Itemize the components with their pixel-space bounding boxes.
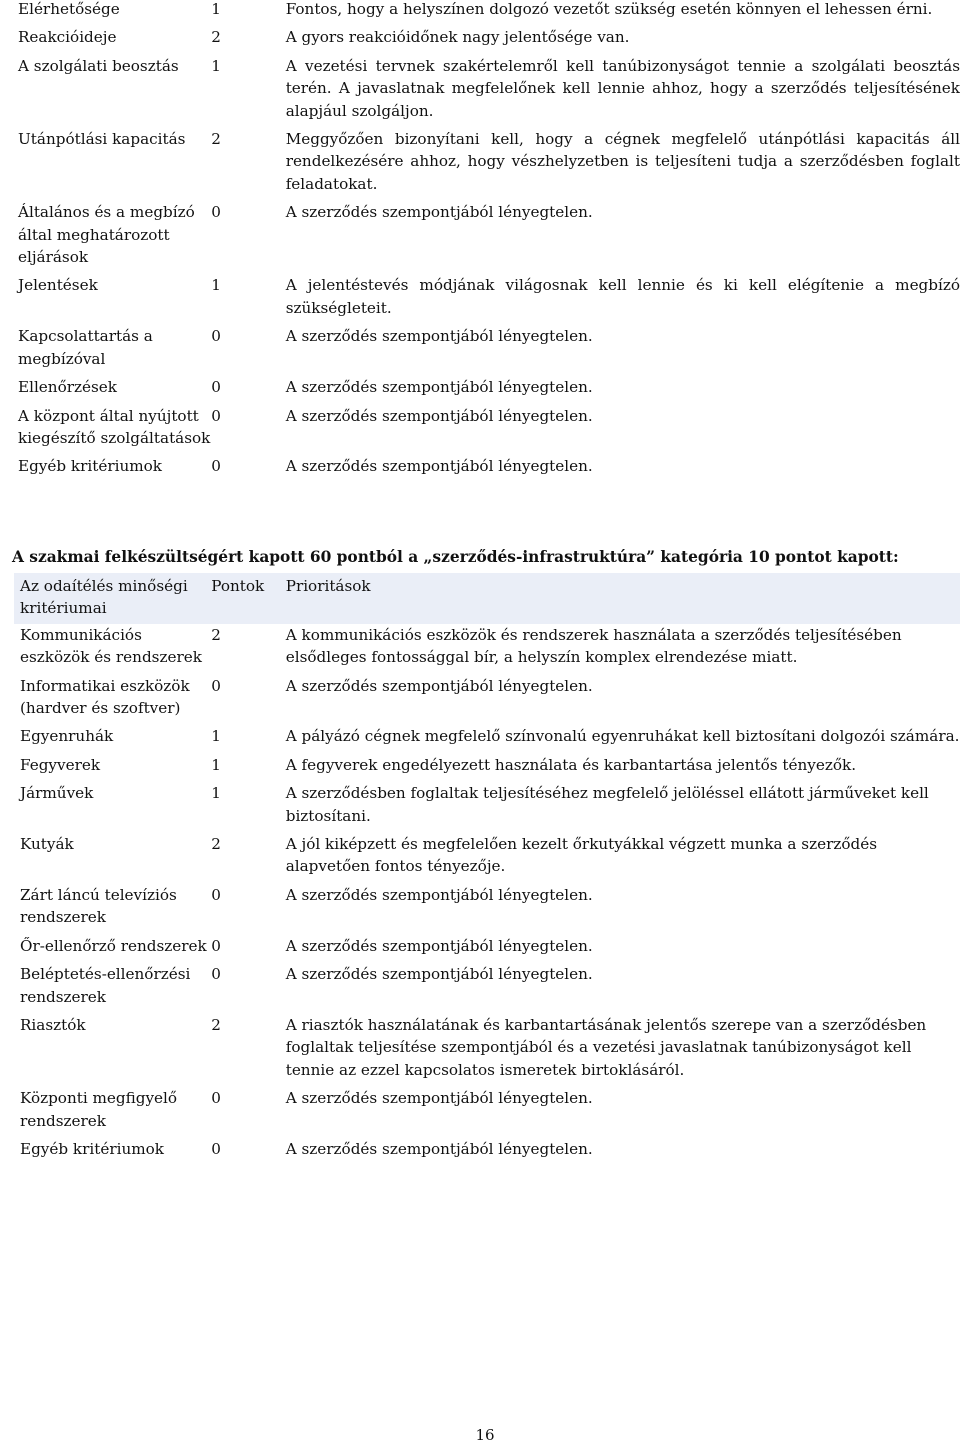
table-row <box>14 1138 960 1166</box>
table-row <box>18 455 960 483</box>
table-row <box>18 55 960 128</box>
criterion-cell: A szolgálati beosztás <box>18 56 179 75</box>
points-cell: 2 <box>211 835 221 854</box>
criterion-cell: Jelentések <box>18 276 98 295</box>
table-row <box>18 26 960 54</box>
criterion-cell: Kutyák <box>20 835 74 854</box>
points-cell: 0 <box>211 457 221 476</box>
priority-cell: A szerződés szempontjából lényegtelen. <box>285 1089 593 1108</box>
points-cell: 1 <box>211 56 221 75</box>
table-row <box>18 128 960 201</box>
criterion-cell: Utánpótlási kapacitás <box>18 130 186 149</box>
table-row <box>14 754 960 782</box>
points-cell: 0 <box>211 406 221 425</box>
criterion-cell: Kapcsolattartás a megbízóval <box>18 327 153 368</box>
table-row <box>14 1087 960 1138</box>
priority-cell: Meggyőzően bizonyítani kell, hogy a cégnek megfelelő utánpótlási kapacitás áll rendelkezésére ahhoz, hogy vészhelyzetben is teljesíteni tudja a szerződésben foglalt feladatokat. <box>285 130 960 193</box>
points-cell: 1 <box>211 727 221 746</box>
criterion-cell: Ellenőrzések <box>18 378 117 397</box>
priority-cell: A szerződés szempontjából lényegtelen. <box>285 406 593 425</box>
points-cell: 0 <box>211 965 221 984</box>
priority-cell: Fontos, hogy a helyszínen dolgozó vezetőt szükség esetén könnyen el lehessen érni. <box>285 0 933 18</box>
priority-cell: A pályázó cégnek megfelelő színvonalú egyenruhákat kell biztosítani dolgozói számára. <box>285 727 960 746</box>
priority-cell: A szerződés szempontjából lényegtelen. <box>285 936 593 955</box>
priority-cell: A szerződés szempontjából lényegtelen. <box>285 203 593 222</box>
table-row <box>14 675 960 726</box>
priority-cell: A szerződés szempontjából lényegtelen. <box>285 1139 593 1158</box>
priority-cell: A szerződésben foglaltak teljesítéséhez megfelelő jelöléssel ellátott járműveket kell biztosítani. <box>285 784 929 825</box>
criteria-table-2 <box>14 573 960 1166</box>
points-cell: 1 <box>211 755 221 774</box>
points-cell: 1 <box>211 0 221 18</box>
criterion-cell: Kommunikációs eszközök és rendszerek <box>20 625 202 667</box>
table-row <box>18 376 960 404</box>
table-header-row <box>14 573 960 624</box>
table-row <box>18 201 960 274</box>
header-priority: Prioritások <box>286 573 960 624</box>
section-heading: A szakmai felkészültségért kapott 60 pontból a „szerződés-infrastruktúra” kategória 10 pontot kapott: <box>12 548 899 566</box>
points-cell: 2 <box>211 1015 221 1034</box>
table-row <box>14 1014 960 1087</box>
table-row <box>14 725 960 753</box>
table-row <box>18 274 960 325</box>
priority-cell: A szerződés szempontjából lényegtelen. <box>285 965 593 984</box>
points-cell: 0 <box>211 1139 221 1158</box>
criterion-cell: Reakcióideje <box>18 28 117 47</box>
criterion-cell: Fegyverek <box>20 755 101 774</box>
points-cell: 2 <box>211 625 221 644</box>
criterion-cell: Informatikai eszközök (hardver és szoftver) <box>20 676 190 718</box>
table-row <box>18 325 960 376</box>
header-criterion: Az odaítélés minőségi kritériumai <box>14 573 211 624</box>
priority-cell: A szerződés szempontjából lényegtelen. <box>285 885 593 904</box>
criterion-cell: Központi megfigyelő rendszerek <box>20 1089 178 1130</box>
points-cell: 2 <box>211 28 221 47</box>
table-row <box>18 405 960 456</box>
priority-cell: A szerződés szempontjából lényegtelen. <box>285 327 593 346</box>
table-row <box>14 884 960 935</box>
page-number: 16 <box>475 1426 495 1444</box>
criterion-cell: A központ által nyújtott kiegészítő szolgáltatások <box>18 406 211 447</box>
points-cell: 1 <box>211 276 221 295</box>
priority-cell: A fegyverek engedélyezett használata és karbantartása jelentős tényezők. <box>285 755 857 774</box>
table-row <box>14 782 960 833</box>
priority-cell: A jól kiképzett és megfelelően kezelt őrkutyákkal végzett munka a szerződés alapvetően fontos tényezője. <box>285 835 878 876</box>
points-cell: 0 <box>211 327 221 346</box>
criterion-cell: Általános és a megbízó által meghatározott eljárások <box>18 203 195 267</box>
criterion-cell: Egyenruhák <box>20 727 114 746</box>
points-cell: 0 <box>211 1089 221 1108</box>
points-cell: 0 <box>211 936 221 955</box>
criterion-cell: Beléptetés-ellenőrzési rendszerek <box>20 965 191 1006</box>
table-row <box>18 0 960 26</box>
criterion-cell: Riasztók <box>20 1015 86 1034</box>
header-points: Pontok <box>211 573 285 624</box>
points-cell: 0 <box>211 676 221 695</box>
points-cell: 2 <box>211 130 221 149</box>
points-cell: 0 <box>211 885 221 904</box>
priority-cell: A jelentéstevés módjának világosnak kell lennie és ki kell elégítenie a megbízó szükségleteit. <box>285 276 960 317</box>
priority-cell: A szerződés szempontjából lényegtelen. <box>285 676 593 695</box>
table-row <box>14 624 960 675</box>
criterion-cell: Őr-ellenőrző rendszerek <box>20 936 207 955</box>
table-row <box>14 833 960 884</box>
criteria-table-1 <box>18 0 960 484</box>
criterion-cell: Egyéb kritériumok <box>18 457 162 476</box>
points-cell: 0 <box>211 203 221 222</box>
criterion-cell: Egyéb kritériumok <box>20 1139 164 1158</box>
priority-cell: A vezetési tervnek szakértelemről kell tanúbizonyságot tennie a szolgálati beosztás terén. A javaslatnak megfelelőnek kell lennie ahhoz, hogy a szerződés teljesítésének alapjául szolgáljon. <box>285 56 960 120</box>
table-row <box>14 935 960 963</box>
priority-cell: A szerződés szempontjából lényegtelen. <box>285 457 593 476</box>
criterion-cell: Elérhetősége <box>18 0 120 18</box>
criterion-cell: Zárt láncú televíziós rendszerek <box>20 885 177 927</box>
points-cell: 1 <box>211 784 221 803</box>
priority-cell: A szerződés szempontjából lényegtelen. <box>285 378 593 397</box>
criterion-cell: Járművek <box>20 784 94 803</box>
priority-cell: A riasztók használatának és karbantartásának jelentős szerepe van a szerződésben foglaltak teljesítése szempontjából és a vezetési javaslatnak tanúbizonyságot kell tennie az ezzel kapcsolatos ismeretek birtoklásáról. <box>285 1015 927 1079</box>
table-row <box>14 963 960 1014</box>
points-cell: 0 <box>211 378 221 397</box>
priority-cell: A kommunikációs eszközök és rendszerek használata a szerződés teljesítésében elsődleges fontossággal bír, a helyszín komplex elrendezése miatt. <box>285 625 902 667</box>
priority-cell: A gyors reakcióidőnek nagy jelentősége van. <box>285 28 630 47</box>
